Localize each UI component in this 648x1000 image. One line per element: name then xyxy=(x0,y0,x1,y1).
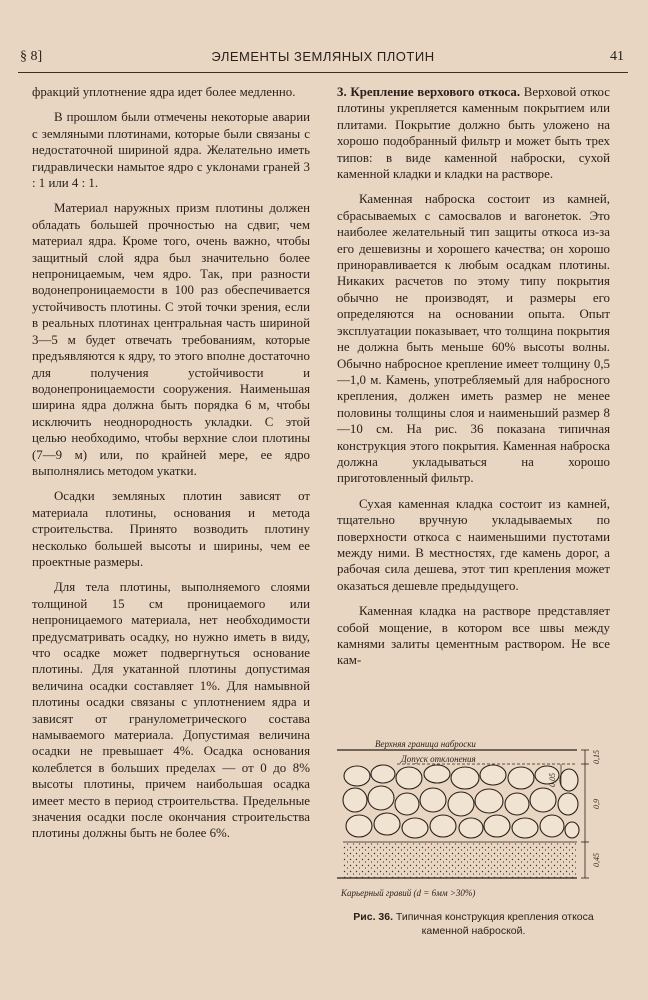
paragraph: Осадки земляных плотин зависят от материала плотины, основания и метода строительства. Принято возводить плотину несколько большей высоты и ширины, чем ее проектные размеры. xyxy=(32,489,310,569)
running-title: ЭЛЕМЕНТЫ ЗЕМЛЯНЫХ ПЛОТИН xyxy=(211,49,435,64)
paragraph-text: Верховой откос плотины укрепляется каменным покрытием или плитами. Покрытие должно быть уложено на хорошо подобранный фильтр и может быть трех типов: в виде каменной наброски, сухой каменной кладки и кладки на растворе. xyxy=(337,85,610,182)
paragraph: Сухая каменная кладка состоит из камней, тщательно вручную укладываемых по поверхности откоса с наименьшими пустотами между ними. В местностях, где камень дорог, а рабочая сила дешева, этот тип крепления может оказаться дешевле предыдущего. xyxy=(337,496,610,593)
riprap-section-drawing xyxy=(337,738,610,908)
running-header xyxy=(18,46,628,73)
paragraph: фракций уплотнение ядра идет более медленно. xyxy=(32,85,296,99)
section-marker: § 8] xyxy=(20,49,43,64)
riprap-figure xyxy=(337,738,610,908)
paragraph xyxy=(337,84,610,182)
paragraph: Каменная кладка на растворе представляет собой мощение, в котором все швы между камнями залиты цементным раствором. Не все кам- xyxy=(337,604,610,668)
figure-caption xyxy=(337,910,610,938)
section-subheading: 3. Крепление верхового откоса. xyxy=(337,85,521,99)
dim-middle: 0,9 xyxy=(592,799,601,809)
paragraph: Каменная наброска состоит из камней, сбрасываемых с самосвалов и вагонеток. Это наиболее желательный тип защиты откоса из-за его дешевизны и хорошего качества; он хорошо приноравливается к любым осадкам плотины. Никаких расчетов по этому типу покрытия обычно не производят, и размеры его определяются на основании опыта. Опыт эксплуатации показывает, что толщина покрытия не должна быть меньше 60% высоты волны. Обычно набросное крепление имеет толщину 0,5—1,0 м. Камень, употребляемый для набросного крепления, должен иметь размер не менее половины толщины слоя и наименьший размер 8—10 см. На рис. 36 показана типичная конструкция этого покрытия. Каменная наброска должна укладываться на хорошо приготовленный фильтр. xyxy=(337,192,610,486)
dim-top: 0,15 xyxy=(592,750,601,764)
caption-lead: Рис. 36. xyxy=(353,911,393,923)
paragraph: В прошлом были отмечены некоторые аварии с земляными плотинами, которые были связаны с недостаточной шириной ядра. Желательно иметь гидравлически намытое ядро с уклонами граней 3 : 1 или 4 : 1. xyxy=(32,110,310,191)
left-column xyxy=(32,84,310,851)
label-tolerance: Допуск отклонения xyxy=(401,754,476,764)
caption-text: Типичная конструкция крепления откоса каменной наброской. xyxy=(393,911,594,937)
page-number: 41 xyxy=(610,49,624,64)
dim-bottom: 0,45 xyxy=(592,853,601,867)
label-top-boundary: Верхняя граница наброски xyxy=(375,739,476,749)
paragraph: Материал наружных призм плотины должен обладать большей прочностью на сдвиг, чем материал ядра. Кроме того, очень важно, чтобы защитный слой ядра был значительно более непроницаемым, чем ядро. Так, при разности водонепроницаемости в 100 раз обеспечивается устойчивость плотины. С этой точки зрения, если в реальных плотинах центральная часть шириной 3—5 м будет отвечать требованиям, которые предъявляются к ядру, то этого вполне достаточно для получения устойчивости и водонепроницаемости сооружения. Наименьшая ширина ядра должна быть порядка 6 м, чтобы исключить неоднородность укладки. С этой целью необходимо, чтобы верхние слои плотины (7—9 м) или, по крайней мере, ее ядро выполнялись методом укатки. xyxy=(32,201,310,478)
label-gravel: Карьерный гравий (d = 6мм >30%) xyxy=(341,888,476,898)
right-column xyxy=(337,84,610,678)
dim-small: 0,05 xyxy=(548,773,557,787)
paragraph: Для тела плотины, выполняемого слоями толщиной 15 см проницаемого или непроницаемого материала, нет необходимости предусматривать осадку, но нужно иметь в виду, что осадке может подвергнуться основание плотины. Для укатанной плотины допустимая величина осадки составляет 1%. Для намывной плотины осадки связаны с уплотнением ядра и зависят от гранулометрического состава намываемого материала. Допустимая величина осадки не превышает 4%. Осадка основания колеблется в больших пределах — от 0 до 8% высоты плотины, причем наибольшая осадка имеет место в период строительства. Предельные значения осадки после окончания строительства плотины должны быть не более 6%. xyxy=(32,580,310,841)
